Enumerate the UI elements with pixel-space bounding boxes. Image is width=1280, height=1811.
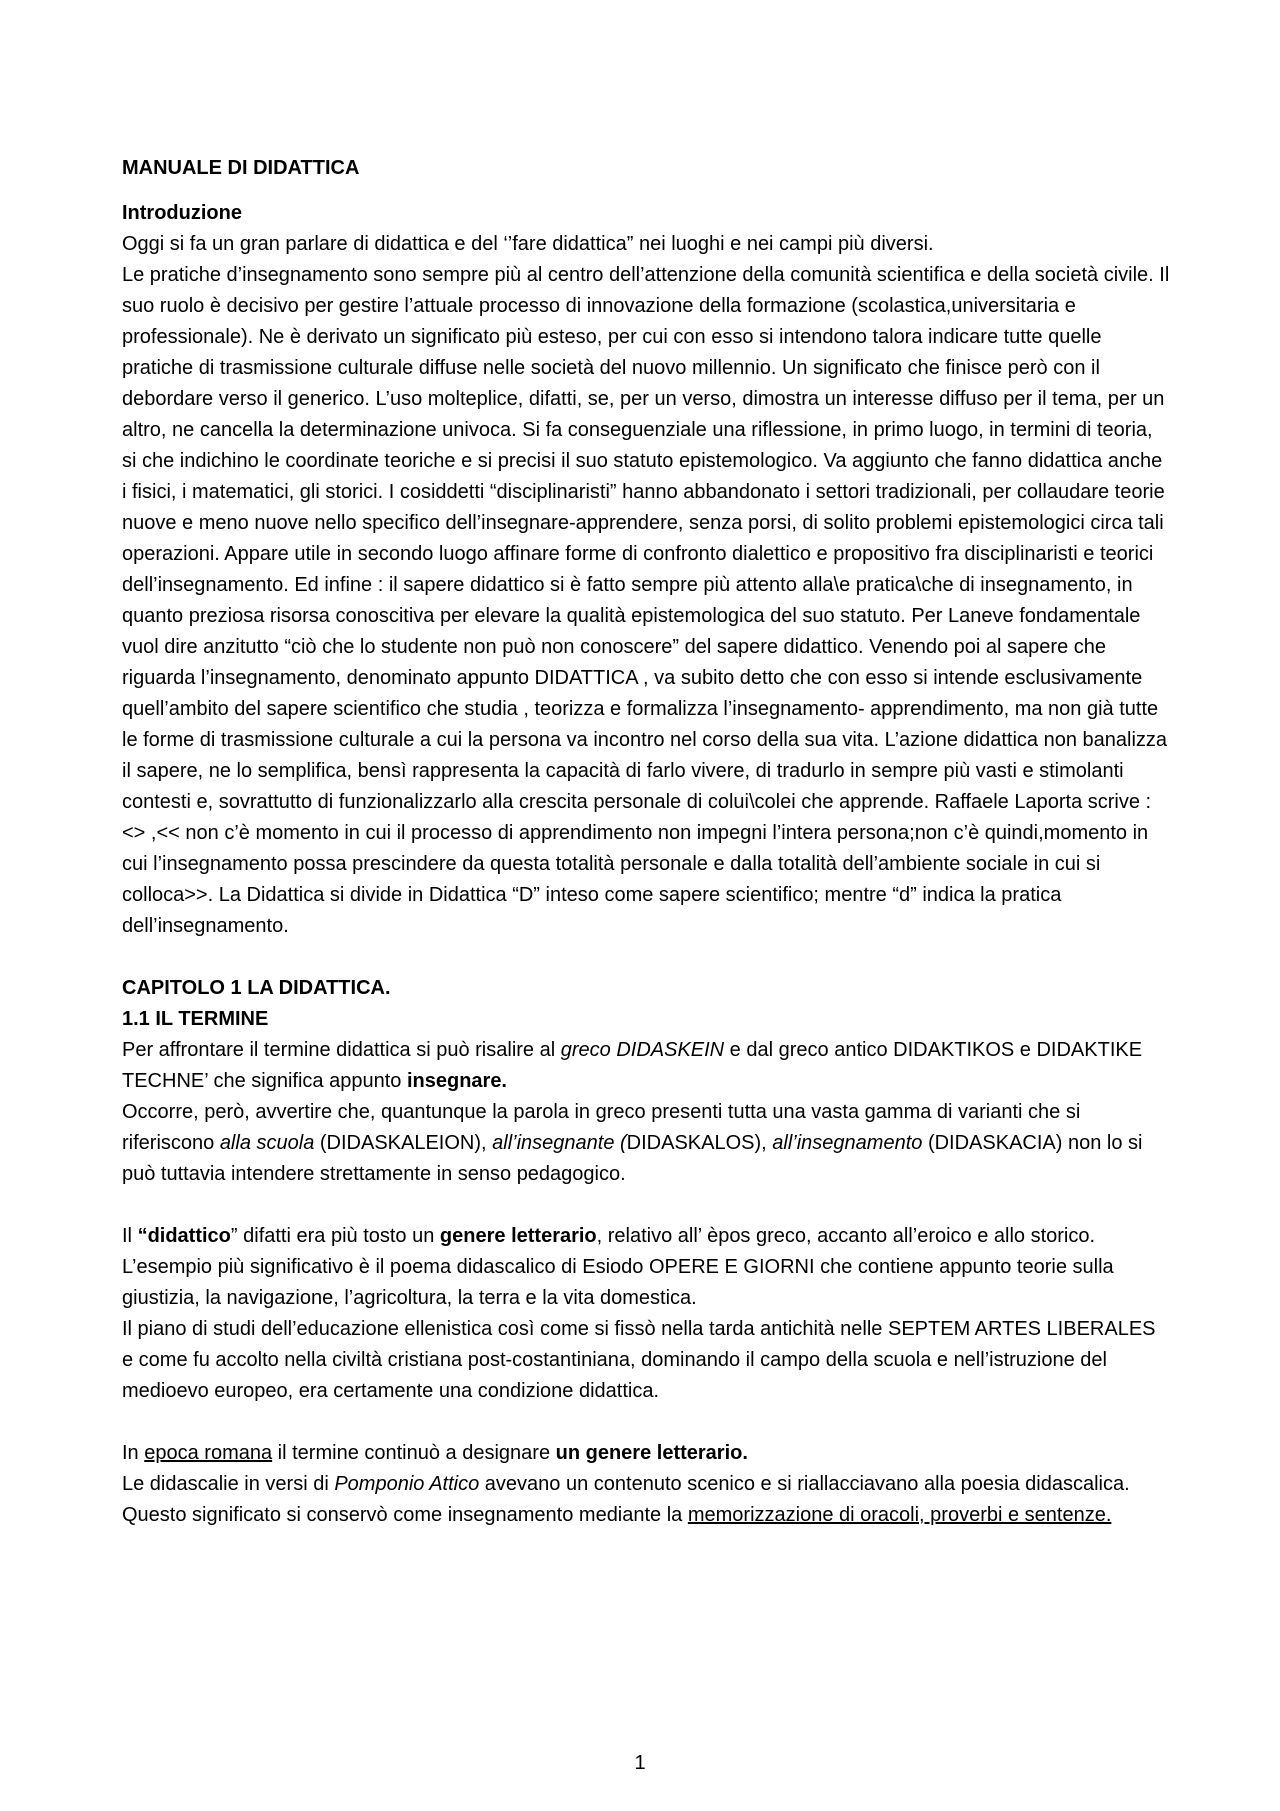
- text-run: e dal greco antico DIDAKTIKOS e DIDAKTIKE TECHNE’ che significa appunto: [122, 1039, 1143, 1092]
- spacer: [122, 942, 1172, 973]
- italic-run: Pomponio Attico: [334, 1473, 480, 1495]
- spacer: [122, 1190, 1172, 1221]
- intro-paragraph-2: Le pratiche d’insegnamento sono sempre più al centro dell’attenzione della comunità scientifica e della società civile. Il suo ruolo è decisivo per gestire l’attuale processo di innovazione della formazione (scolastica,universitaria e professionale). Ne è derivato un significato più esteso, per cui con esso si intendono talora indicare tutte quelle pratiche di trasmissione culturale diffuse nelle società del nuovo millennio. Un significato che finisce però con il debordare verso il generico. L’uso molteplice, difatti, se, per un verso, dimostra un interesse diffuso per il tema, per un altro, ne cancella la determinazione univoca. Si fa conseguenziale una riflessione, in primo luogo, in termini di teoria, si che indichino le coordinate teoriche e si precisi il suo statuto epistemologico. Va aggiunto che fanno didattica anche i fisici, i matematici, gli storici. I cosiddetti “disciplinaristi” hanno abbandonato i settori tradizionali, per collaudare teorie nuove e meno nuove nello specifico dell’insegnare-apprendere, senza porsi, di solito problemi epistemologici circa tali operazioni. Appare utile in secondo luogo affinare forme di confronto dialettico e propositivo fra disciplinaristi e teorici dell’insegnamento. Ed infine : il sapere didattico si è fatto sempre più attento alla\e pratica\che di insegnamento, in quanto preziosa risorsa conoscitiva per elevare la qualità epistemologica del suo statuto. Per Laneve fondamentale vuol dire anzitutto “ciò che lo studente non può non conoscere” del sapere didattico. Venendo poi al sapere che riguarda l’insegnamento, denominato appunto DIDATTICA , va subito detto che con esso si intende esclusivamente quell’ambito del sapere scientifico che studia , teorizza e formalizza l’insegnamento- apprendimento, ma non già tutte le forme di trasmissione culturale a cui la persona va incontro nel corso della sua vita. L’azione didattica non banalizza il sapere, ne lo semplifica, bensì rappresenta la capacità di farlo vivere, di tradurlo in sempre più vasti e stimolanti contesti e, sovrattutto di funzionalizzarlo alla crescita personale di colui\colei che apprende. Raffaele Laporta scrive : <> ,<< non c’è momento in cui il processo di apprendimento non impegni l’intera persona;non c’è quindi,momento in cui l’insegnamento possa prescindere da questa totalità personale e dalla totalità dell’ambiente sociale in cui si colloca>>. La Didattica si divide in Didattica “D” inteso come sapere scientifico; mentre “d” indica la pratica dell’insegnamento.: [122, 264, 1170, 937]
- text-run: (DIDASKACIA) non lo si può tuttavia intendere strettamente in senso pedagogico.: [122, 1132, 1143, 1185]
- document-title: MANUALE DI DIDATTICA: [122, 157, 360, 179]
- spacer: [122, 1407, 1172, 1438]
- intro-paragraph-1: Oggi si fa un gran parlare di didattica e del ‘’fare didattica” nei luoghi e nei campi più diversi.: [122, 233, 934, 255]
- bold-run: insegnare.: [406, 1070, 507, 1092]
- section-heading: 1.1 IL TERMINE: [122, 1008, 269, 1030]
- paragraph-didascalie: [122, 1469, 1172, 1531]
- bold-run: “didattico: [137, 1225, 231, 1247]
- paragraph-esempio: L’esempio più significativo è il poema didascalico di Esiodo OPERE E GIORNI che contiene appunto teorie sulla giustizia, la navigazione, l’agricoltura, la terra e la vita domestica.: [122, 1256, 1114, 1309]
- paragraph-didattico: [122, 1221, 1172, 1252]
- paragraph-epoca: [122, 1438, 1172, 1469]
- text-run: Il: [122, 1225, 138, 1247]
- text-run: Le didascalie in versi di: [122, 1473, 335, 1495]
- underline-run: epoca romana: [144, 1442, 273, 1464]
- text-run: (DIDASKALEION),: [314, 1132, 493, 1154]
- italic-run: alla scuola: [219, 1132, 315, 1154]
- paragraph-occorre: [122, 1097, 1172, 1190]
- underline-run: memorizzazione di oracoli, proverbi e sentenze.: [687, 1504, 1112, 1526]
- italic-run: all’insegnamento: [772, 1132, 923, 1154]
- bold-run: un genere letterario.: [555, 1442, 748, 1464]
- text-run: In: [122, 1442, 145, 1464]
- text-run: Occorre, però, avvertire che, quantunque la parola in greco presenti tutta una vasta gamma di varianti che si riferiscono: [122, 1101, 1081, 1154]
- italic-run: all’insegnante (: [492, 1132, 627, 1154]
- text-run: il termine continuò a designare: [272, 1442, 556, 1464]
- text-run: DIDASKALOS),: [626, 1132, 773, 1154]
- text-run: Per affrontare il termine didattica si può risalire al: [122, 1039, 561, 1061]
- text-run: ” difatti era più tosto un: [230, 1225, 440, 1247]
- bold-run: genere letterario: [439, 1225, 597, 1247]
- paragraph-termine: [122, 1035, 1172, 1097]
- paragraph-piano: Il piano di studi dell’educazione ellenistica così come si fissò nella tarda antichità nelle SEPTEM ARTES LIBERALES e come fu accolto nella civiltà cristiana post-costantiniana, dominando il campo della scuola e nell’istruzione del medioevo europeo, era certamente una condizione didattica.: [122, 1318, 1156, 1402]
- text-run: avevano un contenuto scenico e si riallacciavano alla poesia didascalica. Questo significato si conservò come insegnamento mediante la: [122, 1473, 1130, 1526]
- intro-heading: Introduzione: [122, 202, 242, 224]
- italic-run: greco DIDASKEIN: [560, 1039, 725, 1061]
- page-number: 1: [634, 1752, 646, 1774]
- chapter-heading: CAPITOLO 1 LA DIDATTICA.: [122, 977, 391, 999]
- page-content: [122, 153, 1172, 1531]
- text-run: , relativo all’ èpos greco, accanto all’eroico e allo storico.: [596, 1225, 1096, 1247]
